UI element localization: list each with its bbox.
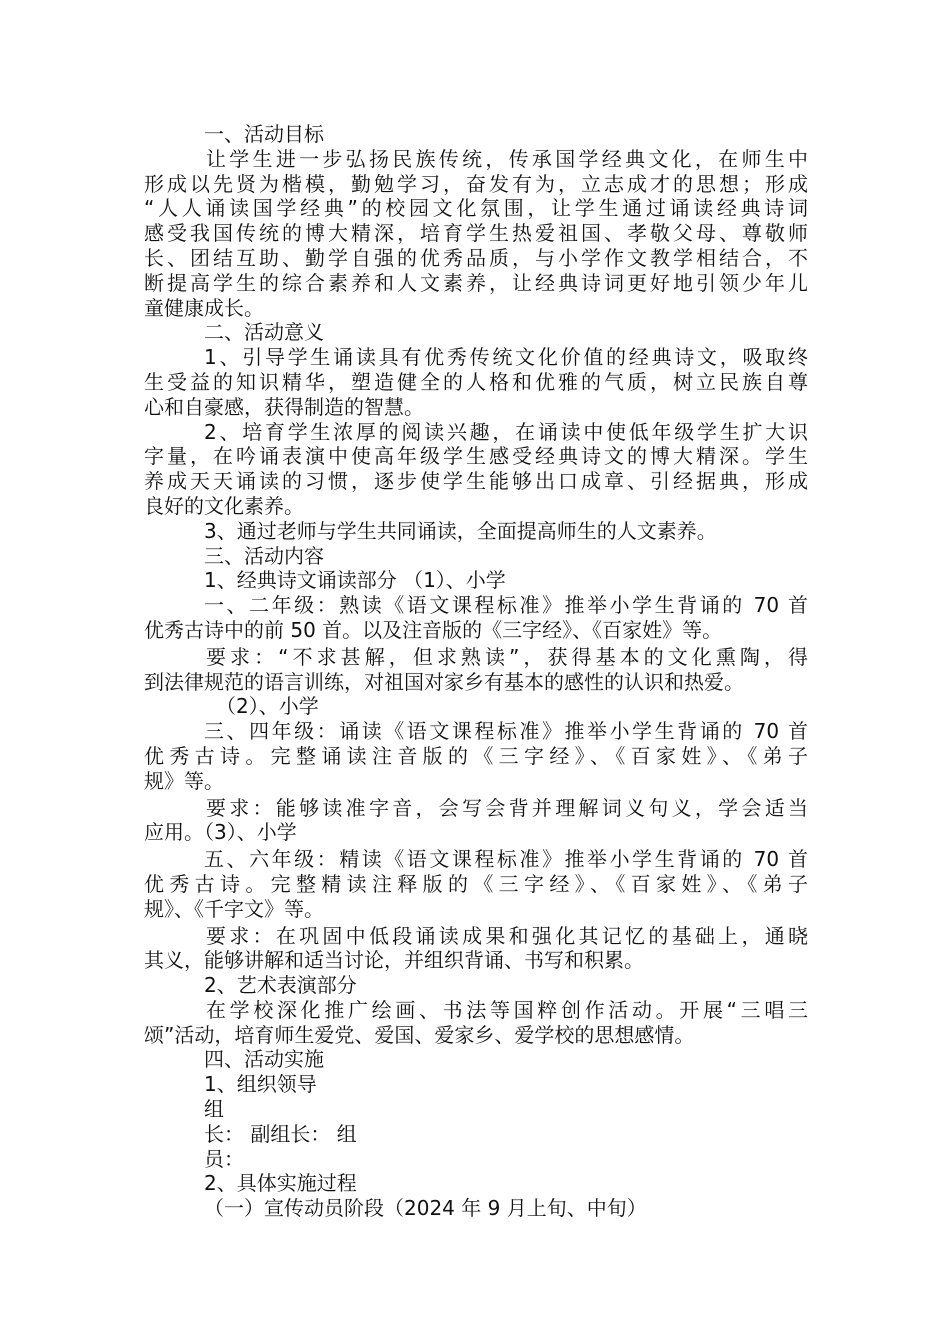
paragraph-line: 要求：“不求甚解，但求熟读”，获得基本的文化熏陶，得 — [206, 644, 808, 669]
paragraph-line: 三、四年级：诵读《语文课程标准》推举小学生背诵的 70 首 — [204, 719, 808, 744]
paragraph-line: “人人诵读国学经典”的校园文化氛围，让学生通过诵读经典诗词 — [144, 196, 808, 221]
paragraph-line: 1、引导学生诵读具有优秀传统文化价值的经典诗文，吸取终 — [204, 345, 808, 370]
paragraph-line: 形成以先贤为楷模，勤勉学习，奋发有为，立志成才的思想；形成 — [144, 171, 808, 196]
subheading-publicity-stage: （一）宣传动员阶段（2024 年 9 月上旬、中旬） — [204, 1196, 647, 1221]
org-line-members: 员： — [204, 1146, 244, 1171]
paragraph-line: 长、团结互助、勤学自强的优秀品质，与小学作文教学相结合，不 — [144, 245, 808, 270]
paragraph-line: 字量，在吟诵表演中使高年级学生感受经典诗文的博大精深。学生 — [144, 444, 808, 469]
document-body — [144, 122, 808, 1221]
subheading-implementation-process: 2、具体实施过程 — [204, 1171, 357, 1196]
paragraph-line: 要求：在巩固中低段诵读成果和强化其记忆的基础上，通晓 — [206, 923, 808, 948]
paragraph-line: 3、通过老师与学生共同诵读，全面提高师生的人文素养。 — [204, 518, 717, 543]
paragraph-line: 到法律规范的语言训练，对祖国对家乡有基本的感性的认识和热爱。 — [144, 669, 744, 694]
paragraph-line: 规》等。 — [144, 768, 224, 793]
paragraph-line: 其义，能够讲解和适当讨论，并组织背诵、书写和积累。 — [144, 948, 644, 973]
paragraph-line: 心和自豪感，获得制造的智慧。 — [144, 394, 424, 419]
heading-activity-implementation: 四、活动实施 — [204, 1047, 324, 1072]
paragraph-line: 童健康成长。 — [144, 295, 264, 320]
heading-activity-goal: 一、活动目标 — [204, 122, 324, 146]
paragraph-line: 一、二年级：熟读《语文课程标准》推举小学生背诵的 70 首 — [204, 593, 808, 618]
heading-activity-meaning: 二、活动意义 — [204, 320, 324, 345]
paragraph-line: 五、六年级：精读《语文课程标准》推举小学生背诵的 70 首 — [204, 847, 808, 872]
paragraph-line: 优秀古诗。完整诵读注音版的《三字经》、《百家姓》、《弟子 — [144, 743, 808, 768]
paragraph-line: 优秀古诗。完整精读注释版的《三字经》、《百家姓》、《弟子 — [144, 871, 808, 896]
org-line-deputy: 长： 副组长： 组 — [204, 1121, 357, 1146]
subheading-classic-recitation: 1、经典诗文诵读部分 （1）、小学 — [204, 568, 506, 593]
paragraph-line: 规》、《千字文》等。 — [144, 896, 324, 921]
paragraph-line: 感受我国传统的博大精深，培育学生热爱祖国、孝敬父母、尊敬师 — [144, 221, 808, 246]
paragraph-line: 在学校深化推广绘画、书法等国粹创作活动。开展“三唱三 — [206, 997, 808, 1022]
paragraph-line: 颂”活动，培育师生爱党、爱国、爱家乡、爱学校的思想感情。 — [144, 1022, 695, 1047]
paragraph-line: 应用。（3）、小学 — [144, 820, 297, 845]
org-line-leader: 组 — [204, 1097, 224, 1122]
paragraph-line: 断提高学生的综合素养和人文素养，让经典诗词更好地引领少年儿 — [144, 270, 808, 295]
paragraph-line: 优秀古诗中的前 50 首。以及注音版的《三字经》、《百家姓》等。 — [144, 617, 723, 642]
subheading-art-performance: 2、艺术表演部分 — [204, 973, 357, 998]
paragraph-line: 2、培育学生浓厚的阅读兴趣，在诵读中使低年级学生扩大识 — [204, 419, 808, 444]
subheading-primary-2: （2）、小学 — [216, 694, 319, 719]
paragraph-line: 生受益的知识精华，塑造健全的人格和优雅的气质，树立民族自尊 — [144, 369, 808, 394]
paragraph-line: 让学生进一步弘扬民族传统，传承国学经典文化，在师生中 — [206, 146, 808, 171]
paragraph-line: 良好的文化素养。 — [144, 493, 304, 518]
heading-activity-content: 三、活动内容 — [204, 543, 324, 568]
paragraph-line: 养成天天诵读的习惯，逐步使学生能够出口成章、引经据典，形成 — [144, 469, 808, 494]
paragraph-line: 要求：能够读准字音，会写会背并理解词义句义，学会适当 — [206, 795, 808, 820]
subheading-organization: 1、组织领导 — [204, 1072, 317, 1097]
